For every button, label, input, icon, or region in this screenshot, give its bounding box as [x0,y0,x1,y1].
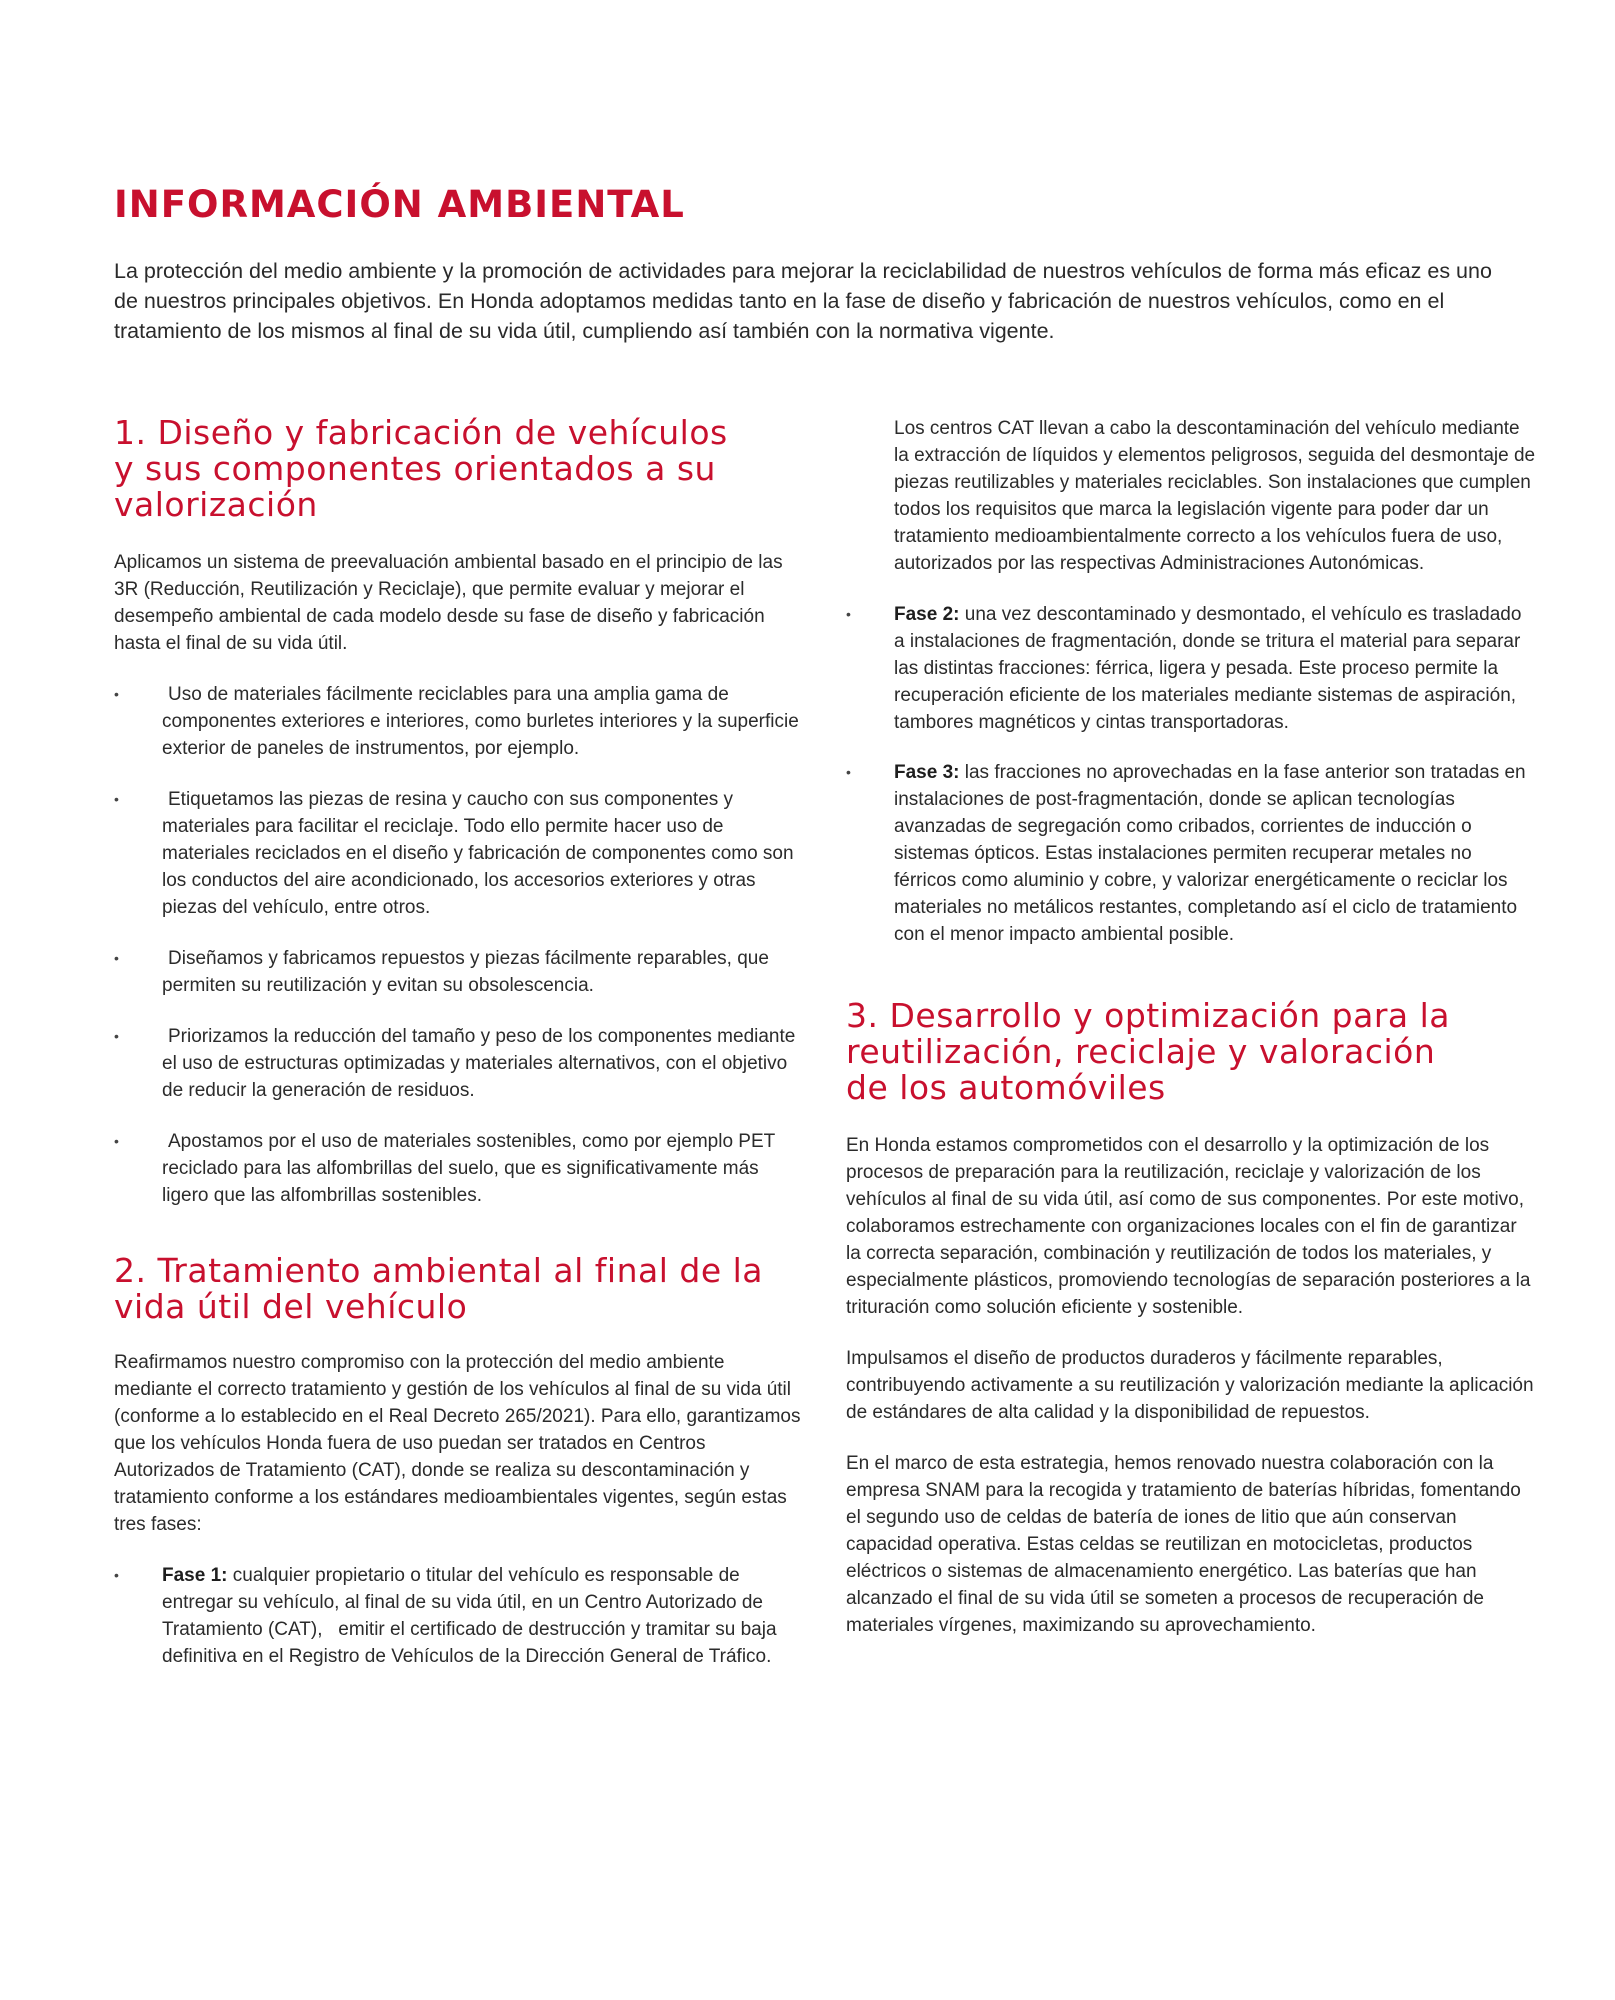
list-item: • Apostamos por el uso de materiales sostenibles, como por ejemplo PET reciclado para las alfombrillas del suelo, que es significativamente más ligero que las alfombrillas sostenibles. [114,1128,804,1209]
fase1-label: Fase 1: [162,1565,228,1586]
list-item-fase3: • Fase 3: las fracciones no aprovechadas en la fase anterior son tratadas en instalaciones de post-fragmentación, donde se aplican tecnologías avanzadas de segregación como cribados, corrientes de inducción o sistemas ópticos. Estas instalaciones permiten recuperar metales no férricos como aluminio y cobre, y valorizar energéticamente o reciclar los materiales no metálicos restantes, completando así el ciclo de tratamiento con el menor impacto ambiental posible. [846,759,1536,948]
page-title: INFORMACIÓN AMBIENTAL [114,183,685,226]
fase3-label: Fase 3: [894,762,960,783]
section2-body: Reafirmamos nuestro compromiso con la protección del medio ambiente mediante el correcto tratamiento y gestión de los vehículos al final de su vida útil (conforme a lo establecido en el Real Decreto 265/2021). Para ello, garantizamos que los vehículos Honda fuera de uso puedan ser tratados en Centros Autorizados de Tratamiento (CAT), donde se realiza su descontaminación y tratamiento conforme a los estándares medioambientales vigentes, según estas tres fases: [114,1352,801,1535]
right-column [846,415,1536,1639]
bullet-icon: • [114,686,119,702]
bullet-icon: • [114,791,119,807]
list-item: • Etiquetamos las piezas de resina y caucho con sus componentes y materiales para facilitar el reciclaje. Todo ello permite hacer uso de materiales reciclados en el diseño y fabricación de componentes como son los conductos del aire acondicionado, los accesorios exteriores y otras piezas del vehículo, entre otros. [114,786,804,921]
bullet-icon: • [846,764,851,780]
section1-bullet-list [114,681,804,1209]
section3-paragraph-2: Impulsamos el diseño de productos duraderos y fácilmente reparables, contribuyendo activamente a su reutilización y valorización mediante la aplicación de estándares de alta calidad y la disponibilidad de repuestos. [846,1348,1534,1423]
section3-title: 3. Desarrollo y optimización para la reutilización, reciclaje y valoración de los automóviles [846,996,1451,1107]
bullet-icon: • [114,1567,119,1583]
fase1-list [114,1562,804,1670]
section1-title: 1. Diseño y fabricación de vehículos y sus componentes orientados a su valorización [114,413,728,524]
bullet-icon: • [114,1028,119,1044]
fase-list [846,601,1536,948]
list-item: • Uso de materiales fácilmente reciclables para una amplia gama de componentes exteriores e interiores, como burletes interiores y la superficie exterior de paneles de instrumentos, por ejemplo. [114,681,804,762]
section3-paragraph-3: En el marco de esta estrategia, hemos renovado nuestra colaboración con la empresa SNAM para la recogida y tratamiento de baterías híbridas, fomentando el segundo uso de celdas de batería de iones de litio que aún conservan capacidad operativa. Estas celdas se reutilizan en motocicletas, productos eléctricos o sistemas de almacenamiento energético. Las baterías que han alcanzado el final de su vida útil se someten a procesos de recuperación de materiales vírgenes, maximizando su aprovechamiento. [846,1453,1521,1636]
bullet-icon: • [114,950,119,966]
list-item: • Diseñamos y fabricamos repuestos y piezas fácilmente reparables, que permiten su reutilización y evitan su obsolescencia. [114,945,804,999]
section3-paragraph-1: En Honda estamos comprometidos con el desarrollo y la optimización de los procesos de preparación para la reutilización, reciclaje y valorización de los vehículos al final de su vida útil, así como de sus componentes. Por este motivo, colaboramos estrechamente con organizaciones locales con el fin de garantizar la correcta separación, combinación y reutilización de todos los materiales, y especialmente plásticos, promoviendo tecnologías de separación posteriores a la trituración como solución eficiente y sostenible. [846,1135,1531,1318]
bullet-icon: • [846,606,851,622]
section2-title: 2. Tratamiento ambiental al final de la vida útil del vehículo [114,1251,763,1326]
fase2-label: Fase 2: [894,604,960,625]
list-item-fase2: • Fase 2: una vez descontaminado y desmontado, el vehículo es trasladado a instalaciones de fragmentación, donde se tritura el material para separar las distintas fracciones: férrica, ligera y pesada. Este proceso permite la recuperación eficiente de los materiales mediante sistemas de aspiración, tambores magnéticos y cintas transportadoras. [846,601,1536,736]
bullet-icon: • [114,1133,119,1149]
list-item: • Priorizamos la reducción del tamaño y peso de los componentes mediante el uso de estructuras optimizadas y materiales alternativos, con el objetivo de reducir la generación de residuos. [114,1023,804,1104]
section1-body: Aplicamos un sistema de preevaluación ambiental basado en el principio de las 3R (Reducción, Reutilización y Reciclaje), que permite evaluar y mejorar el desempeño ambiental de cada modelo desde su fase de diseño y fabricación hasta el final de su vida útil. [114,552,783,654]
left-column [114,415,804,1693]
intro-paragraph: La protección del medio ambiente y la promoción de actividades para mejorar la reciclabilidad de nuestros vehículos de forma más eficaz es uno de nuestros principales objetivos. En Honda adoptamos medidas tanto en la fase de diseño y fabricación de nuestros vehículos, como en el tratamiento de los mismos al final de su vida útil, cumpliendo así también con la normativa vigente. [114,259,1492,343]
cat-paragraph: Los centros CAT llevan a cabo la descontaminación del vehículo mediante la extracción de líquidos y elementos peligrosos, seguida del desmontaje de piezas reutilizables y materiales reciclables. Son instalaciones que cumplen todos los requisitos que marca la legislación vigente para poder dar un tratamiento medioambientalmente correcto a los vehículos fuera de uso, autorizados por las respectivas Administraciones Autonómicas. [894,418,1536,574]
list-item-fase1: • Fase 1: cualquier propietario o titular del vehículo es responsable de entregar su vehículo, al final de su vida útil, en un Centro Autorizado de Tratamiento (CAT), emitir el certificado de destrucción y tramitar su baja definitiva en el Registro de Vehículos de la Dirección General de Tráfico. [114,1562,804,1670]
